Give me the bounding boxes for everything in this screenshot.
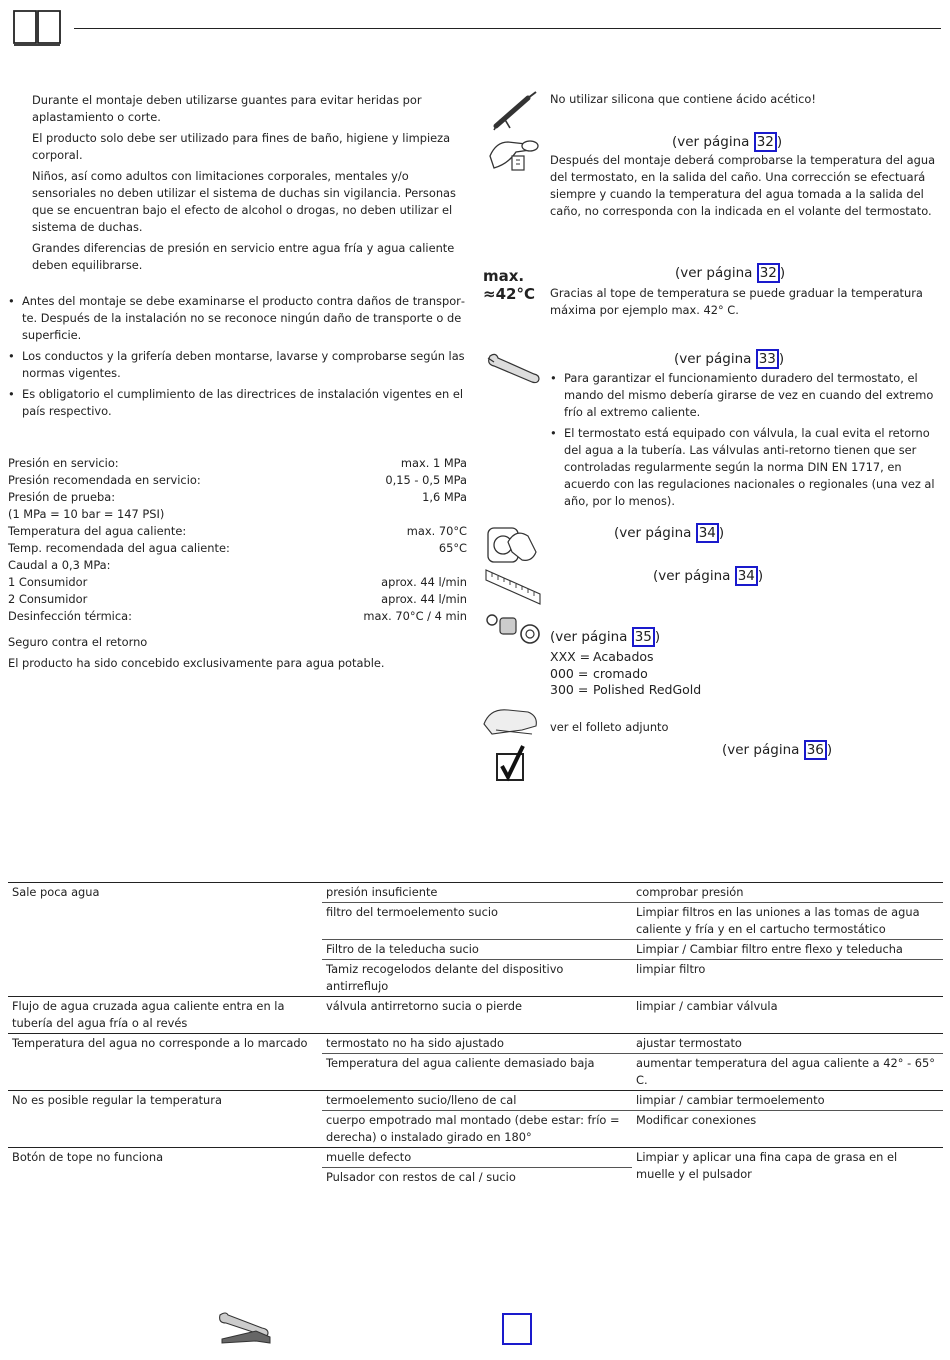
tools-icon (216, 1309, 274, 1352)
cause-cell: muelle defecto (322, 1148, 632, 1168)
cause-cell: cuerpo empotrado mal montado (debe estar: frío = derecha) o instalado girado en 180° (322, 1111, 632, 1148)
tech-row (8, 608, 467, 625)
safety-notes (32, 92, 468, 278)
tech-row (8, 506, 467, 523)
page-ref-close: ) (778, 351, 785, 367)
page-ref-close: ) (776, 134, 783, 150)
header-rule (74, 28, 941, 29)
cause-cell: termostato no ha sido ajustado (322, 1034, 632, 1054)
finish-code: XXX = (550, 649, 591, 664)
tech-row (8, 591, 467, 608)
tech-value: aprox. 44 l/min (381, 592, 467, 606)
list-item (550, 682, 701, 699)
cleaning-note: ver el folleto adjunto (550, 720, 669, 734)
list-item (550, 666, 701, 683)
page-ref-label: (ver página (614, 525, 692, 541)
tech-value: aprox. 44 l/min (381, 575, 467, 589)
silicone-warning: No utilizar silicona que contiene ácido acético! (550, 92, 816, 106)
tech-value: max. 70°C (406, 524, 467, 538)
page-ref (675, 265, 785, 282)
tech-label: Presión en servicio: (8, 456, 119, 470)
adjust-instructions: Después del montaje deberá comprobarse la temperatura del agua del termostato, en la salida del caño. Una corrección se efectuará siempre y cuando la temperatura del agua tomada a la salida del caño, no corresponda con la indicada en el volante del termostato. (550, 153, 936, 218)
page-ref (653, 568, 763, 585)
manual-book-icon (12, 7, 62, 52)
table-row (8, 1148, 943, 1168)
tech-row (8, 523, 467, 540)
technical-data (8, 455, 467, 625)
spare-parts-icon (484, 612, 542, 653)
page-ref (672, 134, 782, 151)
remedy-cell: limpiar filtro (632, 960, 943, 997)
cause-cell: Filtro de la teleducha sucio (322, 940, 632, 960)
finish-code: 000 = (550, 665, 589, 681)
page-ref-link[interactable]: 35 (632, 627, 655, 647)
wrench-icon (484, 350, 542, 391)
page-ref-label: (ver página (722, 742, 800, 758)
page-ref-link[interactable]: 34 (696, 523, 719, 543)
cause-cell: Temperatura del agua caliente demasiado baja (322, 1054, 632, 1091)
page-ref-label: (ver página (550, 629, 628, 645)
tech-label: Temperatura del agua caliente: (8, 524, 187, 538)
finish-name: Acabados (593, 649, 654, 664)
remedy-cell: ajustar termostato (632, 1034, 943, 1054)
list-item (550, 649, 701, 666)
list-item: • Antes del montaje se debe examinarse el producto contra daños de transporte. Después de la instalación no se reconoce ningún daño de transporte o de superficie. (8, 293, 468, 344)
list-item: • El termostato está equipado con válvula, la cual evita el retorno del agua a la tubería. Las válvulas anti-retorno tienen que ser controladas regularmente según la norma DIN EN 1717, en acuerdo con las regulaciones nacionales o regionales (una vez al año, por lo menos). (550, 425, 942, 510)
cleaning-hand-icon (482, 704, 542, 743)
tech-label: Caudal a 0,3 MPa: (8, 558, 111, 572)
tech-value: max. 1 MPa (400, 456, 467, 470)
tech-row (8, 455, 467, 472)
tech-row (8, 540, 467, 557)
tech-row (8, 574, 467, 591)
max-temp-icon (483, 267, 535, 303)
safety-paragraph: Niños, así como adultos con limitaciones corporales, mentales y/o sensoriales no deben utilizar el sistema de duchas sin vigilancia. Personas que se encuentran bajo el efecto de alcohol o drogas, no deben utilizar el sistema de duchas. (32, 169, 456, 234)
dimension-ruler-icon (484, 568, 542, 611)
fault-cell: No es posible regular la temperatura (8, 1091, 322, 1148)
page-ref-label: (ver página (675, 265, 753, 281)
tech-label: (1 MPa = 10 bar = 147 PSI) (8, 507, 165, 521)
tech-label: 2 Consumidor (8, 592, 88, 606)
tech-label: Desinfección térmica: (8, 609, 132, 623)
tech-label: Presión de prueba: (8, 490, 116, 504)
tech-value: max. 70°C / 4 min (363, 609, 467, 623)
remedy-cell: limpiar / cambiar válvula (632, 997, 943, 1034)
install-notes-list (8, 293, 468, 424)
page-ref-close: ) (757, 568, 764, 584)
page-ref (674, 351, 784, 368)
potable-water-note: El producto ha sido concebido exclusivamente para agua potable. (8, 656, 385, 670)
table-row (8, 1091, 943, 1111)
tech-label: 1 Consumidor (8, 575, 88, 589)
tech-value: 0,15 - 0,5 MPa (385, 473, 467, 487)
safety-paragraph: Grandes diferencias de presión en servicio entre agua fría y agua caliente deben equilibrarse. (32, 241, 455, 272)
list-item: • Los conductos y la grifería deben montarse, lavarse y comprobarse según las normas vigentes. (8, 348, 468, 382)
finish-name: Polished RedGold (593, 682, 702, 697)
tech-label: Presión recomendada en servicio: (8, 473, 201, 487)
fault-cell: Flujo de agua cruzada agua caliente entra en la tubería del agua fría o al revés (8, 997, 322, 1034)
page-ref-close: ) (718, 525, 725, 541)
tech-row (8, 472, 467, 489)
page-ref-link[interactable]: 32 (757, 263, 780, 283)
page-ref (550, 629, 660, 646)
page-ref (614, 525, 724, 542)
remedy-cell: comprobar presión (632, 883, 943, 903)
cause-cell: termoelemento sucio/lleno de cal (322, 1091, 632, 1111)
page-ref-label: (ver página (674, 351, 752, 367)
table-row (8, 997, 943, 1034)
remedy-cell: limpiar / cambiar termoelemento (632, 1091, 943, 1111)
remedy-cell: aumentar temperatura del agua caliente a 42° - 65° C. (632, 1054, 943, 1091)
remedy-cell: Limpiar / Cambiar filtro entre flexo y teleducha (632, 940, 943, 960)
cause-cell: filtro del termoelemento sucio (322, 903, 632, 940)
checkmark-box-icon (495, 744, 527, 789)
list-item: • Para garantizar el funcionamiento duradero del termostato, el mando del mismo debería girarse de vez en cuando del extremo frío al extremo caliente. (550, 370, 942, 421)
page-ref-label: (ver página (672, 134, 750, 150)
remedy-cell: Limpiar filtros en las uniones a las tomas de agua caliente y fría y en el cartucho termostático (632, 903, 943, 940)
page-ref-label: (ver página (653, 568, 731, 584)
blank-checkbox[interactable] (502, 1313, 532, 1345)
fault-cell: Temperatura del agua no corresponde a lo marcado (8, 1034, 322, 1091)
finish-name: cromado (593, 665, 648, 681)
fault-cell: Botón de tope no funciona (8, 1148, 322, 1188)
cause-cell: válvula antirretorno sucia o pierde (322, 997, 632, 1034)
fault-cell: Sale poca agua (8, 883, 322, 997)
page-ref-link[interactable]: 33 (756, 349, 779, 369)
tech-label: Temp. recomendada del agua caliente: (8, 541, 230, 555)
silicone-gun-icon (488, 90, 540, 137)
page-ref-close: ) (779, 265, 786, 281)
page-ref-link[interactable]: 32 (754, 132, 777, 152)
finish-code: 300 = (550, 682, 589, 697)
cause-cell: presión insuficiente (322, 883, 632, 903)
thermostat-dial-icon (486, 522, 538, 571)
page-ref-link[interactable]: 36 (804, 740, 827, 760)
troubleshooting-table (8, 882, 943, 1187)
page-ref-close: ) (654, 629, 661, 645)
page-ref-close: ) (826, 742, 833, 758)
backflow-note: Seguro contra el retorno (8, 635, 148, 649)
maintenance-list (550, 370, 942, 514)
list-item: • Es obligatorio el cumplimiento de las directrices de instalación vigentes en el país respectivo. (8, 386, 468, 420)
remedy-cell: Limpiar y aplicar una fina capa de grasa en el muelle y el pulsador (632, 1148, 943, 1188)
page-ref (722, 742, 832, 759)
temperature-check-icon (486, 134, 542, 179)
table-row (8, 1034, 943, 1054)
tech-value: 1,6 MPa (422, 490, 467, 504)
tech-value: 65°C (438, 541, 467, 555)
table-row (8, 883, 943, 903)
max-temp-icon-line1: max. (483, 267, 525, 285)
safety-paragraph: El producto solo debe ser utilizado para fines de baño, higiene y limpieza corporal. (32, 131, 451, 162)
remedy-cell: Modificar conexiones (632, 1111, 943, 1148)
cause-cell: Tamiz recogelodos delante del dispositivo antirreflujo (322, 960, 632, 997)
tech-row (8, 489, 467, 506)
safety-paragraph: Durante el montaje deben utilizarse guantes para evitar heridas por aplastamiento o corte. (32, 93, 422, 124)
finishes-list (550, 649, 701, 699)
tech-row (8, 557, 467, 574)
max-temp-icon-line2: ≈42°C (483, 285, 535, 303)
temperature-limit-text: Gracias al tope de temperatura se puede graduar la temperatura máxima por ejemplo max. 42° C. (550, 286, 923, 317)
page-ref-link[interactable]: 34 (735, 566, 758, 586)
cause-cell: Pulsador con restos de cal / sucio (322, 1168, 632, 1188)
